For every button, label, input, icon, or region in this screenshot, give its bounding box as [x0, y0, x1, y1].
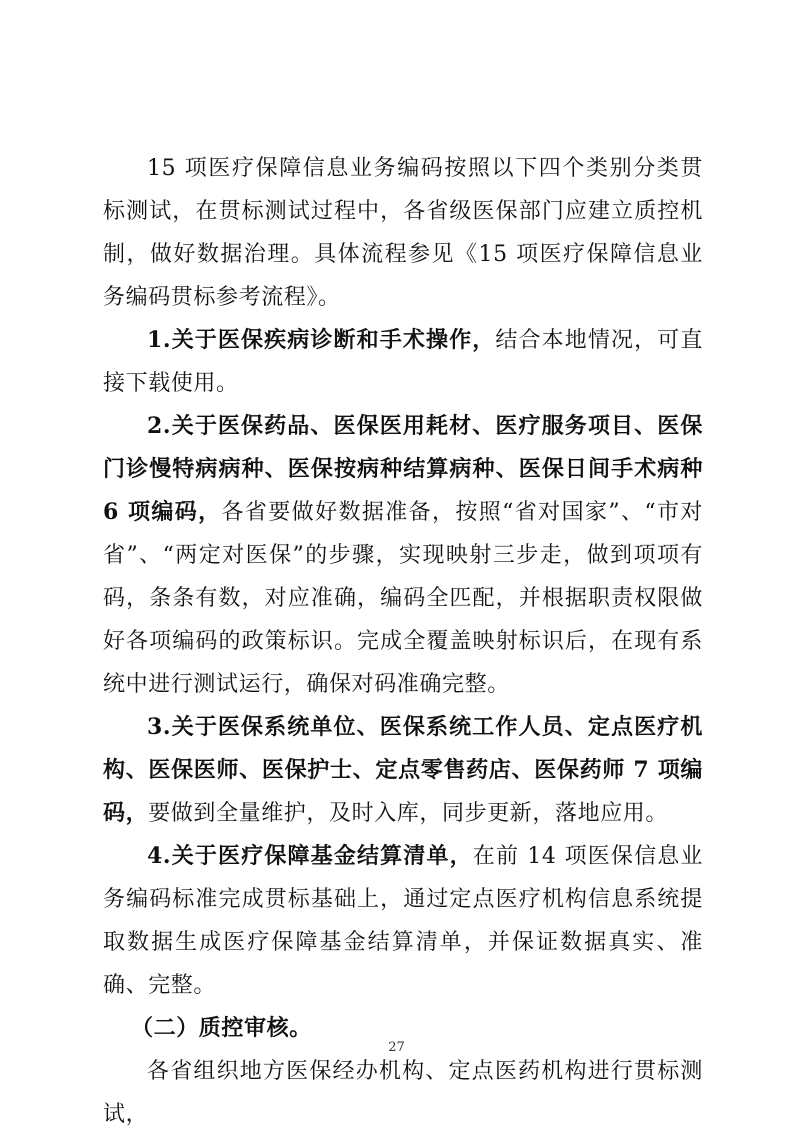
- intro-paragraph: 15 项医疗保障信息业务编码按照以下四个类别分类贯标测试，在贯标测试过程中，各省级医保部门应建立质控机制，做好数据治理。具体流程参见《15 项医疗保障信息业务编码贯标参考流程》。: [103, 156, 703, 310]
- item-1-paragraph: [103, 319, 703, 405]
- item-2-text: 各省要做好数据准备，按照“省对国家”、“市对省”、“两定对医保”的步骤，实现映射三步走，做到项项有码，条条有数，对应准确，编码全匹配，并根据职责权限做好各项编码的政策标识。完成全覆盖映射标识后，在现有系统中进行测试运行，确保对码准确完整。: [103, 500, 703, 697]
- item-2-paragraph: [103, 405, 703, 706]
- document-body: [103, 147, 703, 1136]
- item-4-text: 在前 14 项医保信息业务编码标准完成贯标基础上，通过定点医疗机构信息系统提取数据生成医疗保障基金结算清单，并保证数据真实、准确、完整。: [103, 844, 704, 998]
- item-4-lead: 4.关于医疗保障基金结算清单，: [147, 843, 473, 869]
- item-4-paragraph: [103, 835, 703, 1007]
- last-paragraph: 各省组织地方医保经办机构、定点医药机构进行贯标测试，: [103, 1059, 703, 1127]
- item-3-paragraph: [103, 706, 703, 835]
- item-2-lead: 2.关于医保药品、医保医用耗材、医疗服务项目、医保门诊慢特病病种、医保按病种结算病种、医保日间手术病种 6 项编码，: [103, 413, 703, 525]
- item-1-lead: 1.关于医保疾病诊断和手术操作，: [147, 327, 496, 353]
- item-3-lead: 3.关于医保系统单位、医保系统工作人员、定点医疗机构、医保医师、医保护士、定点零售药店、医保药师 7 项编码，: [103, 714, 703, 826]
- page-number: 27: [388, 1040, 405, 1055]
- item-1-text: 结合本地情况，可直接下载使用。: [103, 328, 703, 396]
- item-3-text: 要做到全量维护，及时入库，同步更新，落地应用。: [148, 801, 669, 826]
- section-heading: （二）质控审核。: [131, 1015, 312, 1041]
